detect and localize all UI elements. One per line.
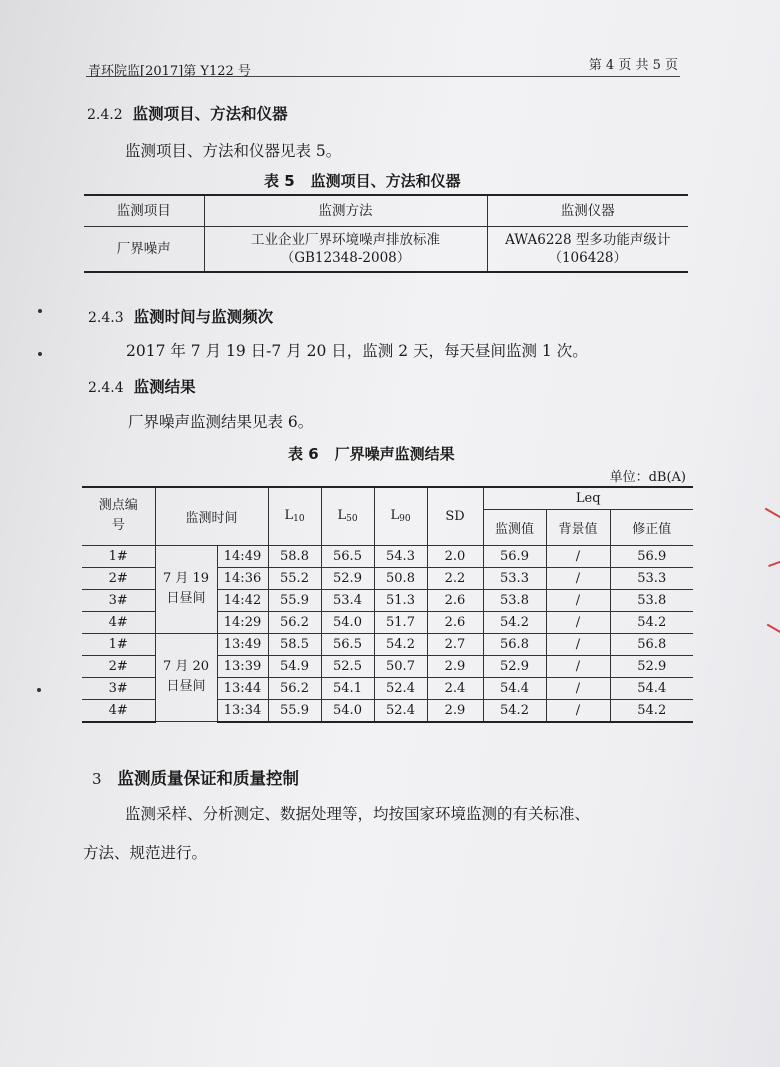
- cell-measured: 53.8: [483, 589, 546, 611]
- table6: [82, 486, 693, 723]
- cell-corrected: 53.8: [610, 589, 693, 611]
- cell-corrected: 54.2: [610, 699, 693, 722]
- cell-date-group: [155, 545, 217, 633]
- cell-corrected: 52.9: [610, 655, 693, 677]
- cell-background: /: [546, 589, 610, 611]
- cell-sd: 2.2: [427, 567, 483, 589]
- cell-sd: 2.9: [427, 655, 483, 677]
- table6-header-leq: Leq: [483, 487, 693, 509]
- table5-row: [84, 227, 688, 273]
- cell-time: 14:42: [217, 589, 268, 611]
- red-stamp-edge: [767, 624, 780, 635]
- cell-l90: 52.4: [374, 677, 427, 699]
- section-number: 3: [92, 770, 102, 788]
- table6-header-measured: 监测值: [483, 509, 546, 545]
- table6-header-point: 测点编号: [82, 487, 155, 545]
- cell-measured: 54.2: [483, 611, 546, 633]
- section-2-4-3-heading: [88, 305, 273, 327]
- cell-l10: 54.9: [268, 655, 321, 677]
- cell-l90: 50.7: [374, 655, 427, 677]
- cell-l10: 55.9: [268, 589, 321, 611]
- table6-header-l90: [374, 487, 427, 545]
- cell-time: 13:44: [217, 677, 268, 699]
- cell-background: /: [546, 699, 610, 722]
- cell-background: /: [546, 567, 610, 589]
- section-number: 2.4.2: [87, 107, 123, 123]
- section-2-4-4-heading: [88, 375, 196, 397]
- red-stamp-edge: [768, 559, 780, 567]
- cell-date-group: [155, 633, 217, 722]
- cell-l90: 50.8: [374, 567, 427, 589]
- section-title: 监测时间与监测频次: [133, 308, 274, 326]
- binding-hole-mark: [38, 352, 42, 356]
- cell-corrected: 56.9: [610, 545, 693, 567]
- cell-l90: 51.7: [374, 611, 427, 633]
- cell-measured: 56.9: [483, 545, 546, 567]
- cell-measured: 53.3: [483, 567, 546, 589]
- section-2-4-3-text: 2017 年 7 月 19 日-7 月 20 日，监测 2 天，每天昼间监测 1 次。: [126, 342, 588, 360]
- cell-l50: 53.4: [321, 589, 374, 611]
- method-line-2: （GB12348-2008）: [280, 250, 411, 266]
- cell-time: 14:49: [217, 545, 268, 567]
- l10-letter: L: [284, 508, 294, 524]
- table6-header-time: 监测时间: [155, 487, 268, 545]
- table5-caption: [264, 170, 461, 191]
- table6-unit: 单位：dB(A): [609, 470, 686, 485]
- cell-background: /: [546, 633, 610, 655]
- cell-l10: 58.5: [268, 633, 321, 655]
- cell-l10: 56.2: [268, 611, 321, 633]
- cell-background: /: [546, 545, 610, 567]
- cell-l50: 54.0: [321, 699, 374, 722]
- section-2-4-2-text: 监测项目、方法和仪器见表 5。: [125, 142, 342, 160]
- table5-cell-method: [204, 227, 487, 273]
- cell-time: 14:29: [217, 611, 268, 633]
- table6-header-background: 背景值: [546, 509, 610, 545]
- cell-point: 1#: [82, 545, 155, 567]
- cell-background: /: [546, 611, 610, 633]
- cell-corrected: 56.8: [610, 633, 693, 655]
- section-number: 2.4.4: [88, 380, 124, 396]
- cell-point: 2#: [82, 567, 155, 589]
- section-2-4-4-text: 厂界噪声监测结果见表 6。: [128, 413, 314, 431]
- cell-l50: 54.1: [321, 677, 374, 699]
- table5-header-item: 监测项目: [84, 195, 204, 227]
- cell-l50: 56.5: [321, 633, 374, 655]
- section-3-text-line-1: 监测采样、分析测定、数据处理等，均按国家环境监测的有关标准、: [125, 805, 591, 823]
- cell-corrected: 54.4: [610, 677, 693, 699]
- table-row: [82, 545, 693, 567]
- table5-caption-prefix: 表 5: [264, 172, 295, 190]
- l10-subscript: 10: [293, 514, 305, 525]
- cell-l90: 51.3: [374, 589, 427, 611]
- cell-sd: 2.9: [427, 699, 483, 722]
- cell-measured: 56.8: [483, 633, 546, 655]
- section-number: 2.4.3: [88, 310, 124, 326]
- cell-l10: 56.2: [268, 677, 321, 699]
- table6-caption-title: 厂界噪声监测结果: [334, 445, 455, 463]
- section-title: 监测结果: [133, 378, 196, 396]
- table6-header-sd: SD: [427, 487, 483, 545]
- cell-sd: 2.6: [427, 589, 483, 611]
- cell-point: 4#: [82, 699, 155, 722]
- section-3-heading: [92, 765, 299, 789]
- cell-sd: 2.4: [427, 677, 483, 699]
- cell-l90: 54.3: [374, 545, 427, 567]
- cell-point: 2#: [82, 655, 155, 677]
- red-stamp-edge: [765, 508, 780, 519]
- cell-background: /: [546, 655, 610, 677]
- l90-subscript: 90: [399, 514, 411, 525]
- date-line-1: 7 月 20: [162, 659, 210, 675]
- cell-l10: 58.8: [268, 545, 321, 567]
- cell-measured: 52.9: [483, 655, 546, 677]
- cell-l10: 55.2: [268, 567, 321, 589]
- table6-body: [82, 545, 693, 722]
- table5-header-instrument: 监测仪器: [487, 195, 688, 227]
- cell-background: /: [546, 677, 610, 699]
- table6-header-corrected: 修正值: [610, 509, 693, 545]
- section-2-4-2-heading: [87, 102, 288, 124]
- binding-hole-mark: [38, 309, 42, 313]
- cell-measured: 54.4: [483, 677, 546, 699]
- table6-caption-prefix: 表 6: [288, 445, 319, 463]
- table6-header-l10: [268, 487, 321, 545]
- cell-l90: 54.2: [374, 633, 427, 655]
- instrument-line-2: （106428）: [548, 250, 628, 266]
- l50-letter: L: [337, 508, 347, 524]
- l90-letter: L: [390, 508, 400, 524]
- cell-l50: 52.5: [321, 655, 374, 677]
- cell-corrected: 53.3: [610, 567, 693, 589]
- table5-header-row: [84, 195, 688, 227]
- section-3-text-line-2: 方法、规范进行。: [83, 844, 208, 862]
- header-doc-id: 青环院监[2017]第 Y122 号: [88, 64, 251, 79]
- table6-header-l50: [321, 487, 374, 545]
- table-row: [82, 633, 693, 655]
- header-page-number: 第 4 页 共 5 页: [588, 58, 678, 73]
- cell-time: 13:39: [217, 655, 268, 677]
- section-title: 监测质量保证和质量控制: [117, 769, 300, 788]
- cell-l50: 56.5: [321, 545, 374, 567]
- cell-point: 3#: [82, 677, 155, 699]
- cell-point: 1#: [82, 633, 155, 655]
- table6-header-row-1: [82, 487, 693, 509]
- cell-l10: 55.9: [268, 699, 321, 722]
- cell-corrected: 54.2: [610, 611, 693, 633]
- instrument-line-1: AWA6228 型多功能声级计: [505, 232, 671, 248]
- date-line-2: 日昼间: [166, 679, 206, 695]
- cell-sd: 2.0: [427, 545, 483, 567]
- binding-hole-mark: [37, 688, 41, 692]
- cell-measured: 54.2: [483, 699, 546, 722]
- table5-header-method: 监测方法: [204, 195, 487, 227]
- table5-caption-title: 监测项目、方法和仪器: [310, 172, 461, 190]
- date-line-1: 7 月 19: [162, 571, 210, 586]
- date-line-2: 日昼间: [166, 591, 206, 606]
- cell-time: 14:36: [217, 567, 268, 589]
- l50-subscript: 50: [346, 514, 358, 525]
- method-line-1: 工业企业厂界环境噪声排放标准: [251, 232, 440, 248]
- table5-cell-item: 厂界噪声: [84, 227, 204, 273]
- cell-sd: 2.7: [427, 633, 483, 655]
- cell-l50: 52.9: [321, 567, 374, 589]
- cell-sd: 2.6: [427, 611, 483, 633]
- table6-caption: [288, 443, 455, 464]
- cell-point: 3#: [82, 589, 155, 611]
- cell-l50: 54.0: [321, 611, 374, 633]
- section-title: 监测项目、方法和仪器: [132, 105, 288, 123]
- header-rule: [86, 76, 680, 77]
- cell-time: 13:34: [217, 699, 268, 722]
- table5: [84, 194, 688, 273]
- cell-time: 13:49: [217, 633, 268, 655]
- cell-point: 4#: [82, 611, 155, 633]
- table5-cell-instrument: [487, 227, 688, 273]
- cell-l90: 52.4: [374, 699, 427, 722]
